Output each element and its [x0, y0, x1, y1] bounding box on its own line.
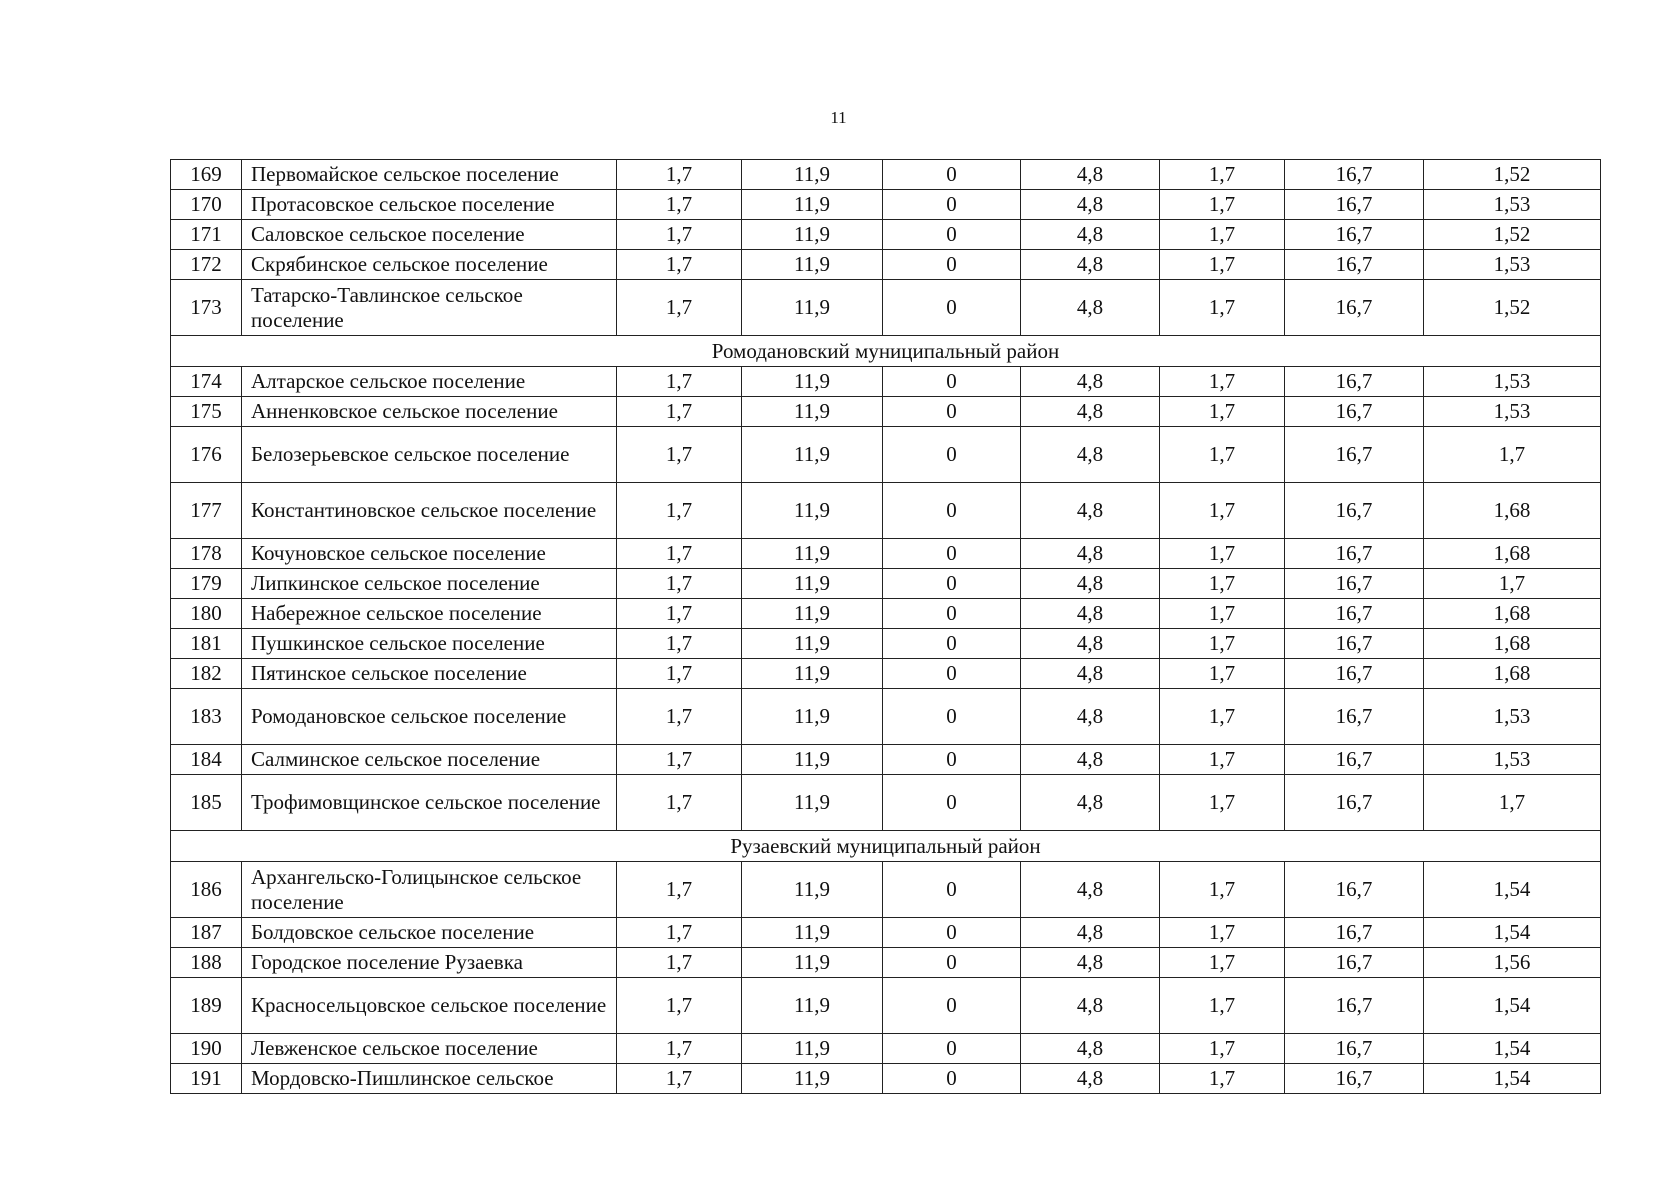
value-cell-3: 0 — [883, 978, 1021, 1034]
value-cell-3: 0 — [883, 599, 1021, 629]
value-cell-7: 1,7 — [1424, 427, 1601, 483]
value-cell-3: 0 — [883, 629, 1021, 659]
value-cell-2: 11,9 — [742, 427, 883, 483]
value-cell-3: 0 — [883, 220, 1021, 250]
value-cell-3: 0 — [883, 427, 1021, 483]
settlement-name: Ромодановское сельское поселение — [242, 689, 617, 745]
value-cell-6: 16,7 — [1285, 629, 1424, 659]
row-number: 190 — [171, 1034, 242, 1064]
value-cell-4: 4,8 — [1021, 250, 1160, 280]
value-cell-7: 1,53 — [1424, 250, 1601, 280]
settlement-name: Липкинское сельское поселение — [242, 569, 617, 599]
value-cell-4: 4,8 — [1021, 659, 1160, 689]
value-cell-6: 16,7 — [1285, 862, 1424, 918]
table-row — [171, 367, 1601, 397]
table-row — [171, 569, 1601, 599]
value-cell-7: 1,68 — [1424, 539, 1601, 569]
settlement-name: Городское поселение Рузаевка — [242, 948, 617, 978]
table-row — [171, 220, 1601, 250]
value-cell-2: 11,9 — [742, 190, 883, 220]
value-cell-7: 1,53 — [1424, 367, 1601, 397]
settlement-name: Пушкинское сельское поселение — [242, 629, 617, 659]
settlement-name: Скрябинское сельское поселение — [242, 250, 617, 280]
row-number: 188 — [171, 948, 242, 978]
value-cell-7: 1,54 — [1424, 1064, 1601, 1094]
value-cell-7: 1,7 — [1424, 569, 1601, 599]
value-cell-2: 11,9 — [742, 948, 883, 978]
value-cell-2: 11,9 — [742, 918, 883, 948]
row-number: 184 — [171, 745, 242, 775]
value-cell-7: 1,7 — [1424, 775, 1601, 831]
value-cell-3: 0 — [883, 280, 1021, 336]
table-row — [171, 190, 1601, 220]
table-body — [171, 160, 1601, 1094]
value-cell-4: 4,8 — [1021, 539, 1160, 569]
table-row — [171, 862, 1601, 918]
value-cell-5: 1,7 — [1160, 397, 1285, 427]
value-cell-1: 1,7 — [617, 220, 742, 250]
value-cell-3: 0 — [883, 1034, 1021, 1064]
value-cell-5: 1,7 — [1160, 775, 1285, 831]
value-cell-1: 1,7 — [617, 250, 742, 280]
value-cell-1: 1,7 — [617, 397, 742, 427]
settlement-name: Левженское сельское поселение — [242, 1034, 617, 1064]
value-cell-4: 4,8 — [1021, 569, 1160, 599]
value-cell-2: 11,9 — [742, 280, 883, 336]
value-cell-1: 1,7 — [617, 190, 742, 220]
value-cell-1: 1,7 — [617, 689, 742, 745]
row-number: 178 — [171, 539, 242, 569]
table-row — [171, 397, 1601, 427]
value-cell-6: 16,7 — [1285, 569, 1424, 599]
value-cell-3: 0 — [883, 483, 1021, 539]
value-cell-5: 1,7 — [1160, 948, 1285, 978]
value-cell-2: 11,9 — [742, 160, 883, 190]
value-cell-1: 1,7 — [617, 948, 742, 978]
value-cell-4: 4,8 — [1021, 918, 1160, 948]
value-cell-3: 0 — [883, 160, 1021, 190]
value-cell-1: 1,7 — [617, 483, 742, 539]
settlement-name: Алтарское сельское поселение — [242, 367, 617, 397]
value-cell-4: 4,8 — [1021, 160, 1160, 190]
value-cell-6: 16,7 — [1285, 599, 1424, 629]
value-cell-7: 1,53 — [1424, 745, 1601, 775]
value-cell-6: 16,7 — [1285, 659, 1424, 689]
value-cell-2: 11,9 — [742, 250, 883, 280]
value-cell-1: 1,7 — [617, 160, 742, 190]
value-cell-1: 1,7 — [617, 918, 742, 948]
value-cell-5: 1,7 — [1160, 220, 1285, 250]
value-cell-3: 0 — [883, 918, 1021, 948]
value-cell-1: 1,7 — [617, 427, 742, 483]
value-cell-5: 1,7 — [1160, 918, 1285, 948]
value-cell-2: 11,9 — [742, 367, 883, 397]
row-number: 187 — [171, 918, 242, 948]
page-number: 11 — [830, 108, 847, 127]
value-cell-2: 11,9 — [742, 1064, 883, 1094]
value-cell-2: 11,9 — [742, 629, 883, 659]
data-table — [170, 159, 1601, 1094]
value-cell-1: 1,7 — [617, 978, 742, 1034]
value-cell-4: 4,8 — [1021, 689, 1160, 745]
value-cell-5: 1,7 — [1160, 190, 1285, 220]
value-cell-6: 16,7 — [1285, 190, 1424, 220]
value-cell-1: 1,7 — [617, 1064, 742, 1094]
settlement-name: Салминское сельское поселение — [242, 745, 617, 775]
value-cell-5: 1,7 — [1160, 539, 1285, 569]
value-cell-5: 1,7 — [1160, 599, 1285, 629]
value-cell-1: 1,7 — [617, 659, 742, 689]
row-number: 182 — [171, 659, 242, 689]
row-number: 179 — [171, 569, 242, 599]
value-cell-6: 16,7 — [1285, 1064, 1424, 1094]
value-cell-6: 16,7 — [1285, 280, 1424, 336]
value-cell-7: 1,68 — [1424, 599, 1601, 629]
table-row — [171, 629, 1601, 659]
value-cell-3: 0 — [883, 190, 1021, 220]
value-cell-3: 0 — [883, 689, 1021, 745]
value-cell-5: 1,7 — [1160, 569, 1285, 599]
settlement-name: Пятинское сельское поселение — [242, 659, 617, 689]
row-number: 183 — [171, 689, 242, 745]
table-row — [171, 1064, 1601, 1094]
table-row — [171, 948, 1601, 978]
value-cell-5: 1,7 — [1160, 659, 1285, 689]
value-cell-7: 1,53 — [1424, 190, 1601, 220]
settlement-name: Трофимовщинское сельское поселение — [242, 775, 617, 831]
value-cell-3: 0 — [883, 539, 1021, 569]
value-cell-4: 4,8 — [1021, 190, 1160, 220]
value-cell-1: 1,7 — [617, 367, 742, 397]
table-row — [171, 483, 1601, 539]
value-cell-4: 4,8 — [1021, 599, 1160, 629]
value-cell-2: 11,9 — [742, 689, 883, 745]
value-cell-5: 1,7 — [1160, 367, 1285, 397]
value-cell-7: 1,54 — [1424, 978, 1601, 1034]
value-cell-1: 1,7 — [617, 862, 742, 918]
value-cell-4: 4,8 — [1021, 483, 1160, 539]
value-cell-6: 16,7 — [1285, 948, 1424, 978]
value-cell-7: 1,54 — [1424, 1034, 1601, 1064]
value-cell-2: 11,9 — [742, 745, 883, 775]
value-cell-7: 1,54 — [1424, 862, 1601, 918]
row-number: 172 — [171, 250, 242, 280]
value-cell-1: 1,7 — [617, 569, 742, 599]
value-cell-2: 11,9 — [742, 539, 883, 569]
section-header-row — [171, 831, 1601, 862]
value-cell-7: 1,68 — [1424, 629, 1601, 659]
value-cell-6: 16,7 — [1285, 367, 1424, 397]
value-cell-4: 4,8 — [1021, 862, 1160, 918]
value-cell-6: 16,7 — [1285, 220, 1424, 250]
value-cell-1: 1,7 — [617, 629, 742, 659]
value-cell-4: 4,8 — [1021, 745, 1160, 775]
value-cell-4: 4,8 — [1021, 1034, 1160, 1064]
value-cell-1: 1,7 — [617, 280, 742, 336]
row-number: 177 — [171, 483, 242, 539]
settlement-name: Татарско-Тавлинское сельское поселение — [242, 280, 617, 336]
value-cell-7: 1,53 — [1424, 397, 1601, 427]
section-title: Ромодановский муниципальный район — [171, 336, 1601, 367]
row-number: 174 — [171, 367, 242, 397]
value-cell-5: 1,7 — [1160, 862, 1285, 918]
value-cell-4: 4,8 — [1021, 629, 1160, 659]
value-cell-3: 0 — [883, 250, 1021, 280]
value-cell-6: 16,7 — [1285, 745, 1424, 775]
value-cell-2: 11,9 — [742, 775, 883, 831]
value-cell-6: 16,7 — [1285, 250, 1424, 280]
row-number: 181 — [171, 629, 242, 659]
value-cell-6: 16,7 — [1285, 539, 1424, 569]
table-row — [171, 250, 1601, 280]
value-cell-5: 1,7 — [1160, 1034, 1285, 1064]
value-cell-1: 1,7 — [617, 745, 742, 775]
value-cell-5: 1,7 — [1160, 250, 1285, 280]
row-number: 171 — [171, 220, 242, 250]
value-cell-4: 4,8 — [1021, 427, 1160, 483]
settlement-name: Саловское сельское поселение — [242, 220, 617, 250]
section-header-row — [171, 336, 1601, 367]
row-number: 180 — [171, 599, 242, 629]
value-cell-1: 1,7 — [617, 539, 742, 569]
value-cell-3: 0 — [883, 367, 1021, 397]
value-cell-4: 4,8 — [1021, 948, 1160, 978]
value-cell-6: 16,7 — [1285, 427, 1424, 483]
settlement-name: Кочуновское сельское поселение — [242, 539, 617, 569]
table-row — [171, 427, 1601, 483]
table-row — [171, 659, 1601, 689]
value-cell-4: 4,8 — [1021, 775, 1160, 831]
value-cell-6: 16,7 — [1285, 918, 1424, 948]
row-number: 185 — [171, 775, 242, 831]
value-cell-7: 1,53 — [1424, 689, 1601, 745]
table-row — [171, 539, 1601, 569]
value-cell-2: 11,9 — [742, 1034, 883, 1064]
settlement-name: Болдовское сельское поселение — [242, 918, 617, 948]
value-cell-2: 11,9 — [742, 599, 883, 629]
settlement-name: Константиновское сельское поселение — [242, 483, 617, 539]
value-cell-6: 16,7 — [1285, 978, 1424, 1034]
value-cell-7: 1,68 — [1424, 659, 1601, 689]
row-number: 169 — [171, 160, 242, 190]
table-row — [171, 689, 1601, 745]
value-cell-3: 0 — [883, 948, 1021, 978]
row-number: 176 — [171, 427, 242, 483]
table-row — [171, 745, 1601, 775]
value-cell-7: 1,68 — [1424, 483, 1601, 539]
table-row — [171, 918, 1601, 948]
value-cell-4: 4,8 — [1021, 367, 1160, 397]
table-row — [171, 775, 1601, 831]
value-cell-6: 16,7 — [1285, 1034, 1424, 1064]
value-cell-5: 1,7 — [1160, 280, 1285, 336]
value-cell-4: 4,8 — [1021, 220, 1160, 250]
settlement-name: Белозерьевское сельское поселение — [242, 427, 617, 483]
settlement-name: Первомайское сельское поселение — [242, 160, 617, 190]
value-cell-5: 1,7 — [1160, 483, 1285, 539]
section-title: Рузаевский муниципальный район — [171, 831, 1601, 862]
value-cell-2: 11,9 — [742, 862, 883, 918]
value-cell-6: 16,7 — [1285, 397, 1424, 427]
value-cell-1: 1,7 — [617, 775, 742, 831]
value-cell-4: 4,8 — [1021, 1064, 1160, 1094]
value-cell-5: 1,7 — [1160, 160, 1285, 190]
value-cell-5: 1,7 — [1160, 978, 1285, 1034]
value-cell-5: 1,7 — [1160, 1064, 1285, 1094]
value-cell-7: 1,56 — [1424, 948, 1601, 978]
value-cell-3: 0 — [883, 397, 1021, 427]
row-number: 173 — [171, 280, 242, 336]
value-cell-3: 0 — [883, 862, 1021, 918]
value-cell-5: 1,7 — [1160, 745, 1285, 775]
value-cell-2: 11,9 — [742, 483, 883, 539]
value-cell-3: 0 — [883, 745, 1021, 775]
table-row — [171, 280, 1601, 336]
row-number: 191 — [171, 1064, 242, 1094]
value-cell-2: 11,9 — [742, 569, 883, 599]
value-cell-2: 11,9 — [742, 220, 883, 250]
value-cell-7: 1,52 — [1424, 280, 1601, 336]
value-cell-4: 4,8 — [1021, 978, 1160, 1034]
settlement-name: Мордовско-Пишлинское сельское — [242, 1064, 617, 1094]
value-cell-2: 11,9 — [742, 397, 883, 427]
value-cell-6: 16,7 — [1285, 160, 1424, 190]
value-cell-3: 0 — [883, 659, 1021, 689]
row-number: 175 — [171, 397, 242, 427]
row-number: 189 — [171, 978, 242, 1034]
value-cell-1: 1,7 — [617, 599, 742, 629]
settlement-name: Красносельцовское сельское поселение — [242, 978, 617, 1034]
value-cell-7: 1,54 — [1424, 918, 1601, 948]
value-cell-2: 11,9 — [742, 659, 883, 689]
value-cell-7: 1,52 — [1424, 160, 1601, 190]
table-row — [171, 160, 1601, 190]
table-row — [171, 599, 1601, 629]
value-cell-6: 16,7 — [1285, 483, 1424, 539]
row-number: 170 — [171, 190, 242, 220]
row-number: 186 — [171, 862, 242, 918]
value-cell-2: 11,9 — [742, 978, 883, 1034]
settlement-name: Анненковское сельское поселение — [242, 397, 617, 427]
value-cell-3: 0 — [883, 775, 1021, 831]
value-cell-5: 1,7 — [1160, 427, 1285, 483]
value-cell-3: 0 — [883, 1064, 1021, 1094]
table-row — [171, 1034, 1601, 1064]
value-cell-4: 4,8 — [1021, 397, 1160, 427]
settlement-name: Архангельско-Голицынское сельское поселение — [242, 862, 617, 918]
value-cell-7: 1,52 — [1424, 220, 1601, 250]
value-cell-5: 1,7 — [1160, 689, 1285, 745]
value-cell-5: 1,7 — [1160, 629, 1285, 659]
settlement-name: Набережное сельское поселение — [242, 599, 617, 629]
value-cell-6: 16,7 — [1285, 775, 1424, 831]
value-cell-6: 16,7 — [1285, 689, 1424, 745]
value-cell-4: 4,8 — [1021, 280, 1160, 336]
value-cell-3: 0 — [883, 569, 1021, 599]
table-row — [171, 978, 1601, 1034]
settlement-name: Протасовское сельское поселение — [242, 190, 617, 220]
value-cell-1: 1,7 — [617, 1034, 742, 1064]
